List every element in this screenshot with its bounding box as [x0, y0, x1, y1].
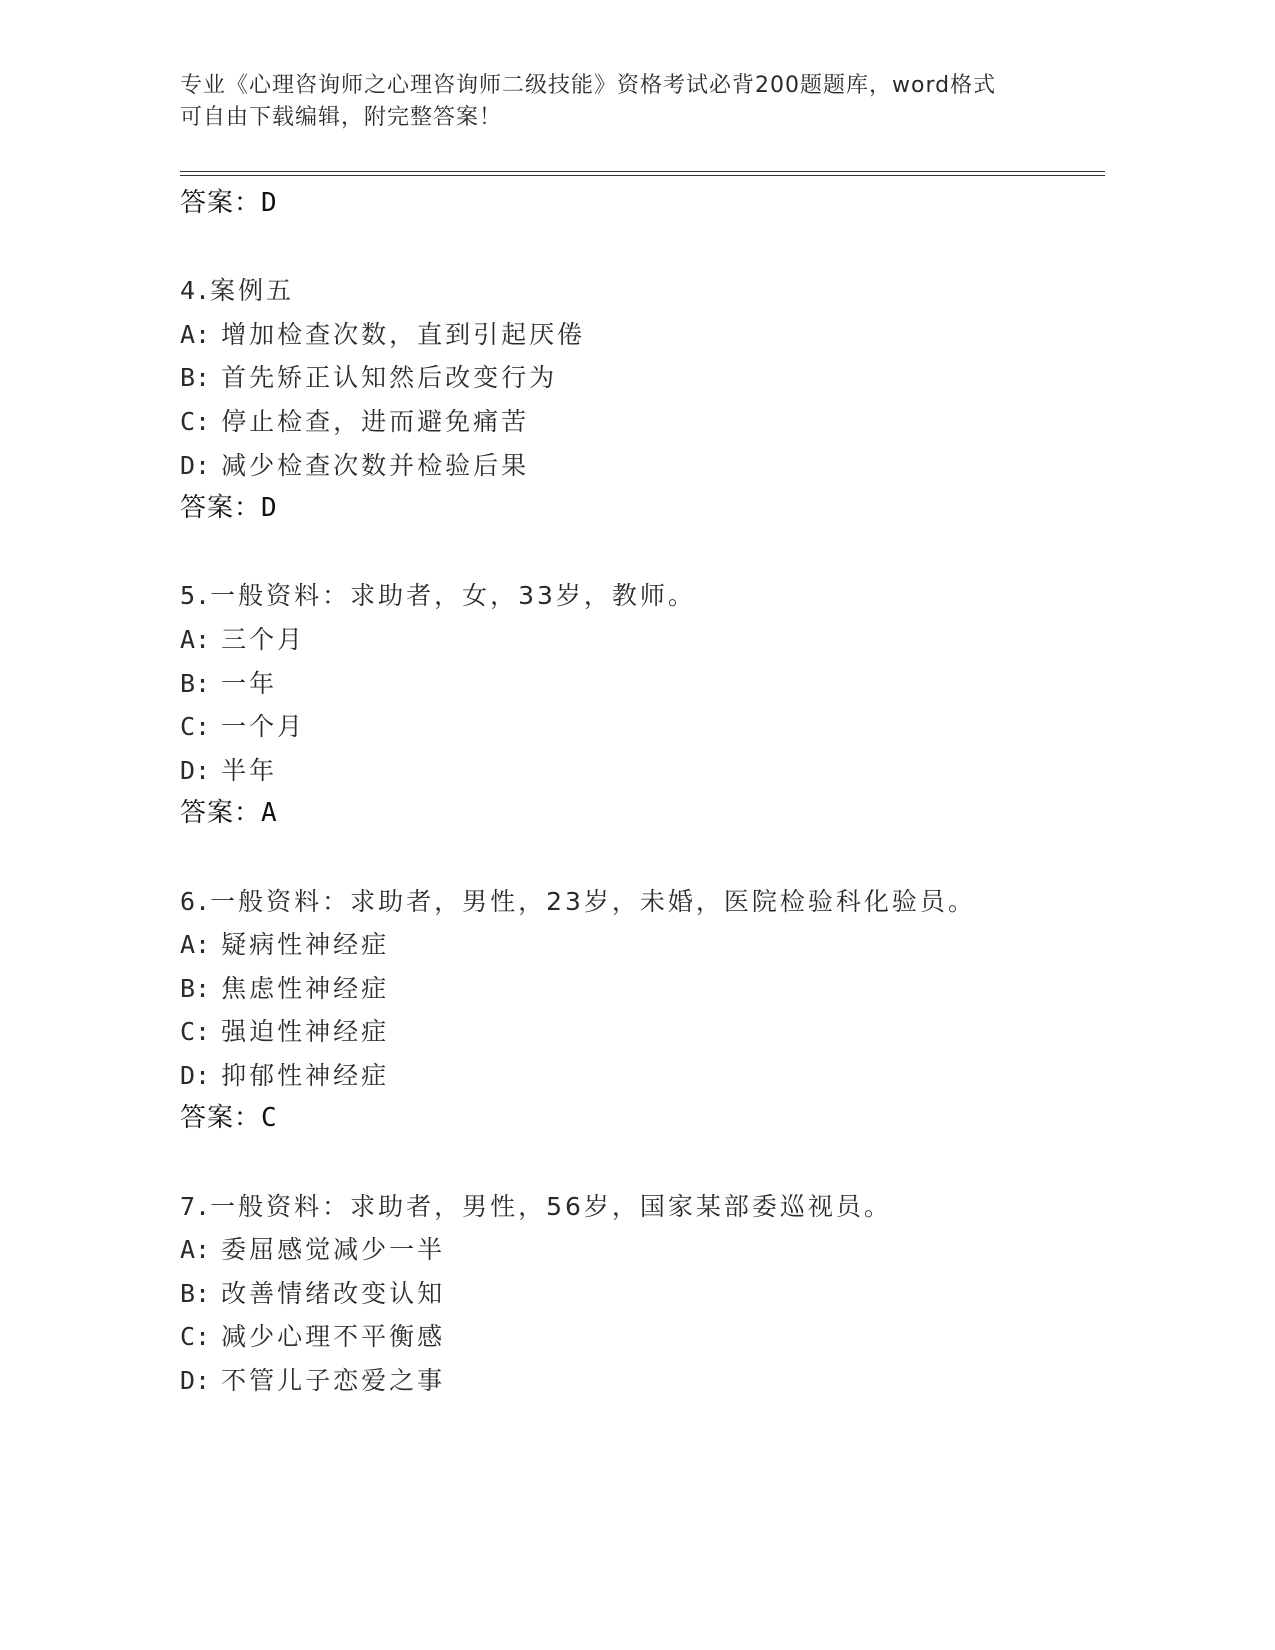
answer-label: 答案： [180, 798, 262, 829]
document-header [180, 70, 1060, 134]
option-c [180, 1010, 1105, 1054]
option-text: 不管儿子恋爱之事 [221, 1366, 446, 1396]
option-text: 减少检查次数并检验后果 [221, 450, 530, 480]
option-a [180, 923, 1105, 967]
answer-value: D [261, 188, 278, 218]
question-block [180, 880, 1105, 1142]
option-text: 强迫性神经症 [221, 1017, 390, 1047]
option-text: 疑病性神经症 [221, 930, 390, 960]
question-text: 案例五 [210, 276, 295, 306]
answer-line [180, 487, 1105, 531]
spacer [180, 531, 1105, 575]
header-line-1: 专业《心理咨询师之心理咨询师二级技能》资格考试必背200题题库，word格式 [180, 73, 997, 98]
spacer [180, 836, 1105, 880]
question-number: 6. [180, 886, 211, 916]
option-text: 三个月 [221, 624, 306, 654]
option-a [180, 313, 1105, 357]
spacer [180, 1141, 1105, 1185]
option-key: C: [180, 1017, 211, 1047]
option-b [180, 967, 1105, 1011]
question-stem [180, 880, 1105, 924]
option-c [180, 1315, 1105, 1359]
option-key: B: [180, 668, 211, 698]
answer-value: D [261, 493, 278, 524]
option-d [180, 749, 1105, 793]
question-block [180, 574, 1105, 836]
option-text: 焦虑性神经症 [221, 973, 390, 1003]
option-key: B: [180, 1278, 211, 1308]
option-text: 减少心理不平衡感 [221, 1322, 446, 1352]
option-d [180, 1359, 1105, 1403]
option-text: 一个月 [221, 712, 306, 742]
option-d [180, 1054, 1105, 1098]
option-key: D: [180, 1366, 211, 1396]
option-key: D: [180, 450, 211, 480]
question-stem [180, 269, 1105, 313]
option-key: A: [180, 624, 211, 654]
option-c [180, 705, 1105, 749]
option-key: A: [180, 319, 211, 349]
question-number: 7. [180, 1191, 211, 1221]
answer-line [180, 792, 1105, 836]
header-line-2: 可自由下载编辑，附完整答案！ [180, 105, 503, 130]
question-block [180, 1185, 1105, 1403]
option-text: 一年 [221, 668, 278, 698]
question-stem [180, 1185, 1105, 1229]
option-b [180, 662, 1105, 706]
question-number: 5. [180, 581, 211, 611]
header-divider-top [180, 171, 1105, 172]
option-text: 停止检查，进而避免痛苦 [221, 406, 530, 436]
question-number: 4. [180, 276, 211, 306]
answer-line [180, 1097, 1105, 1141]
option-a [180, 1228, 1105, 1272]
option-key: C: [180, 1322, 211, 1352]
question-text: 一般资料：求助者，男性，23岁，未婚，医院检验科化验员。 [210, 886, 976, 916]
answer-label: 答案： [180, 1103, 262, 1134]
header-divider-bottom [180, 175, 1105, 176]
option-a [180, 618, 1105, 662]
option-text: 半年 [221, 755, 278, 785]
option-key: C: [180, 406, 211, 436]
option-text: 增加检查次数，直到引起厌倦 [221, 319, 586, 349]
option-text: 首先矫正认知然后改变行为 [221, 363, 558, 393]
option-b [180, 356, 1105, 400]
option-key: A: [180, 1235, 211, 1265]
option-d [180, 444, 1105, 488]
option-text: 委屈感觉减少一半 [221, 1235, 446, 1265]
answer-value: C [261, 1103, 278, 1134]
answer-value: A [261, 798, 278, 829]
option-b [180, 1272, 1105, 1316]
option-key: D: [180, 755, 211, 785]
question-block [180, 269, 1105, 531]
option-key: D: [180, 1060, 211, 1090]
question-text: 一般资料：求助者，女，33岁，教师。 [210, 581, 696, 611]
answer-label: 答案： [180, 493, 262, 524]
option-key: B: [180, 363, 211, 393]
option-key: A: [180, 930, 211, 960]
question-list [180, 182, 1105, 1403]
option-key: B: [180, 973, 211, 1003]
question-stem [180, 574, 1105, 618]
option-text: 抑郁性神经症 [221, 1060, 390, 1090]
option-c [180, 400, 1105, 444]
option-key: C: [180, 712, 211, 742]
question-text: 一般资料：求助者，男性，56岁，国家某部委巡视员。 [210, 1191, 892, 1221]
answer-label: 答案： [180, 188, 262, 218]
answer-line [180, 182, 1105, 226]
option-text: 改善情绪改变认知 [221, 1278, 446, 1308]
spacer [180, 226, 1105, 270]
